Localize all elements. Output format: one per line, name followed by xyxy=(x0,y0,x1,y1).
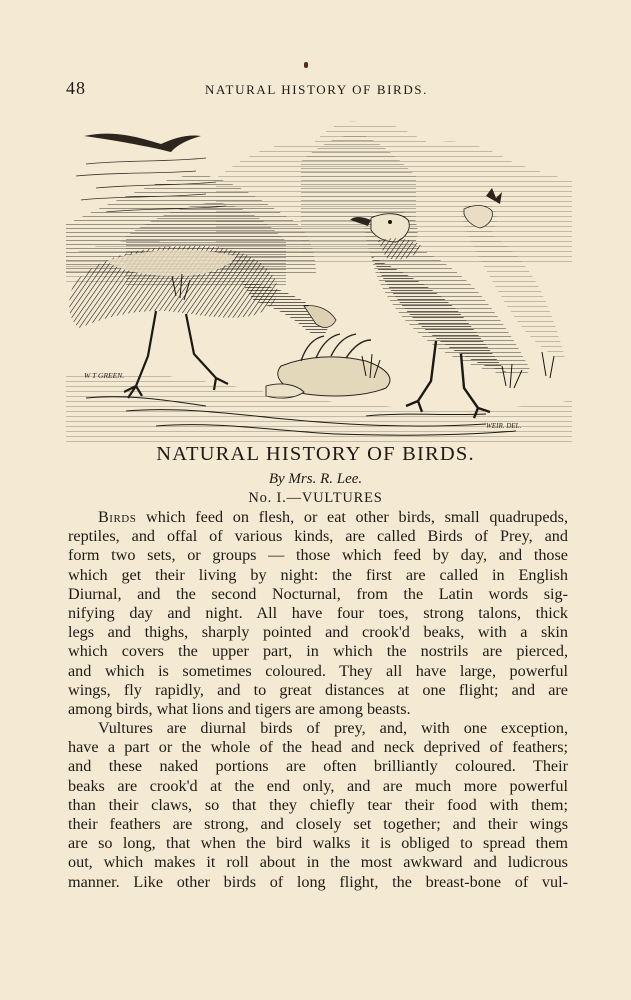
text-line: wings, fly rapidly, and to great distances at one flight; and are xyxy=(68,680,568,699)
text-line: legs and thighs, sharply pointed and crook'd beaks, with a skin xyxy=(68,623,568,642)
text-line: beaks are crook'd at the end only, and are much more powerful xyxy=(68,776,568,795)
text-line: have a part or the whole of the head and neck deprived of feathers; xyxy=(68,738,568,757)
text-line: than their claws, so that they chiefly tear their food with them; xyxy=(68,795,568,814)
article-title: NATURAL HISTORY OF BIRDS. xyxy=(156,443,475,465)
engraver-signature-right: WEIR. DEL. xyxy=(486,422,522,430)
text-line: Birds which feed on flesh, or eat other birds, small quadrupeds, xyxy=(98,508,568,526)
text-line: and which is sometimes coloured. They all have large, powerful xyxy=(68,661,568,680)
text-line: form two sets, or groups — those which feed by day, and those xyxy=(68,546,568,565)
text-line: their feathers are strong, and closely set together; and their wings xyxy=(68,815,568,833)
text-line: which get their living by night: the first are called in English xyxy=(68,565,568,584)
drop-word: Birds xyxy=(98,508,137,526)
running-head: NATURAL HISTORY OF BIRDS. xyxy=(205,82,428,97)
ink-speck xyxy=(304,62,308,68)
text-line: manner. Like other birds of long flight, the breast-bone of vul- xyxy=(68,872,568,891)
engraver-signature-left: W T GREEN. xyxy=(84,371,125,380)
text-line: are so long, that when the bird walks it is obliged to spread them xyxy=(68,834,568,853)
text-line: among birds, what lions and tigers are among beasts. xyxy=(68,699,411,718)
text-line: out, which makes it roll about in the most awkward and ludicrous xyxy=(68,853,568,872)
page-number: 48 xyxy=(66,78,86,98)
text-line: reptiles, and offal of various kinds, are called Birds of Prey, and xyxy=(68,527,568,546)
article-body xyxy=(68,508,568,892)
article-byline: By Mrs. R. Lee. xyxy=(268,471,363,487)
text-line: which covers the upper part, in which the nostrils are pierced, xyxy=(68,642,568,661)
text-line: nifying day and night. All have four toes, strong talons, thick xyxy=(68,603,568,622)
section-heading: No. I.—VULTURES xyxy=(248,490,383,506)
text-line: Diurnal, and the second Nocturnal, from the Latin words sig- xyxy=(68,584,568,603)
text-line: Vultures are diurnal birds of prey, and, with one exception, xyxy=(98,719,568,738)
vulture-engraving xyxy=(66,116,572,446)
text-line: and these naked portions are often brilliantly coloured. Their xyxy=(68,757,568,776)
